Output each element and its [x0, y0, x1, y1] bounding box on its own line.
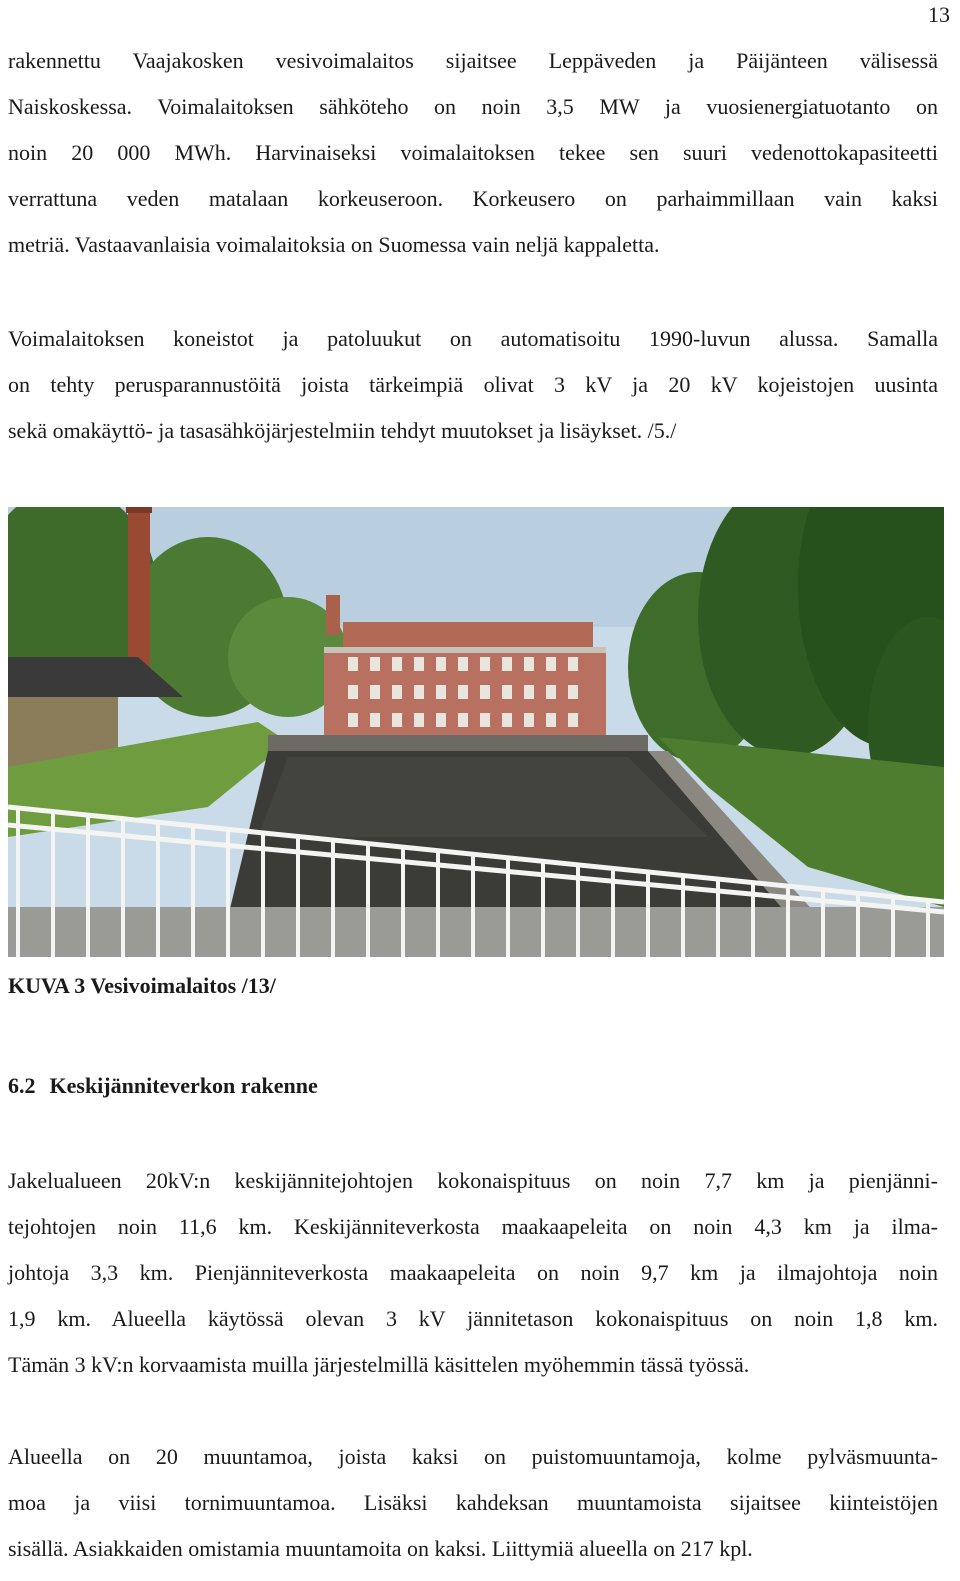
text-line: sekä omakäyttö- ja tasasähköjärjestelmiin tehdyt muutokset ja lisäykset. /5./ — [8, 418, 677, 443]
paragraph-2 — [8, 316, 938, 454]
text-line: sisällä. Asiakkaiden omistamia muuntamoita on kaksi. Liittymiä alueella on 217 kpl. — [8, 1536, 753, 1561]
text-line: tejohtojen noin 11,6 km. Keskijänniteverkosta maakaapeleita on noin 4,3 km ja ilma- — [8, 1214, 938, 1239]
text-line: noin 20 000 MWh. Harvinaiseksi voimalaitoksen tekee sen suuri vedenottokapasiteetti — [8, 140, 938, 165]
text-line: metriä. Vastaavanlaisia voimalaitoksia on Suomessa vain neljä kappaletta. — [8, 232, 660, 257]
paragraph-4 — [8, 1434, 938, 1572]
text-line: johtoja 3,3 km. Pienjänniteverkosta maakaapeleita on noin 9,7 km ja ilmajohtoja noin — [8, 1260, 938, 1285]
text-line: Alueella on 20 muuntamoa, joista kaksi on puistomuuntamoja, kolme pylväsmuunta- — [8, 1444, 938, 1469]
figure-caption: KUVA 3 Vesivoimalaitos /13/ — [8, 973, 276, 998]
text-line: verrattuna veden matalaan korkeuseroon. Korkeusero on parhaimmillaan vain kaksi — [8, 186, 938, 211]
text-line: Tämän 3 kV:n korvaamista muilla järjestelmillä käsittelen myöhemmin tässä työssä. — [8, 1352, 750, 1377]
section-heading — [8, 1073, 318, 1099]
hydropower-plant-photo — [8, 507, 944, 957]
page-number: 13 — [928, 2, 950, 27]
section-number: 6.2 — [8, 1073, 36, 1098]
text-line: Naiskoskessa. Voimalaitoksen sähköteho on noin 3,5 MW ja vuosienergiatuotanto on — [8, 94, 938, 119]
text-line: on tehty perusparannustöitä joista tärkeimpiä olivat 3 kV ja 20 kV kojeistojen uusinta — [8, 372, 938, 397]
text-line: rakennettu Vaajakosken vesivoimalaitos sijaitsee Leppäveden ja Päijänteen välisessä — [8, 48, 938, 73]
paragraph-3 — [8, 1158, 938, 1388]
text-line: Jakelualueen 20kV:n keskijännitejohtojen kokonaispituus on noin 7,7 km ja pienjänni- — [8, 1168, 938, 1193]
paragraph-1 — [8, 38, 938, 268]
section-title: Keskijänniteverkon rakenne — [49, 1073, 318, 1098]
text-line: 1,9 km. Alueella käytössä olevan 3 kV jännitetason kokonaispituus on noin 1,8 km. — [8, 1306, 938, 1331]
text-line: moa ja viisi tornimuuntamoa. Lisäksi kahdeksan muuntamoista sijaitsee kiinteistöjen — [8, 1490, 938, 1515]
text-line: Voimalaitoksen koneistot ja patoluukut on automatisoitu 1990-luvun alussa. Samalla — [8, 326, 938, 351]
